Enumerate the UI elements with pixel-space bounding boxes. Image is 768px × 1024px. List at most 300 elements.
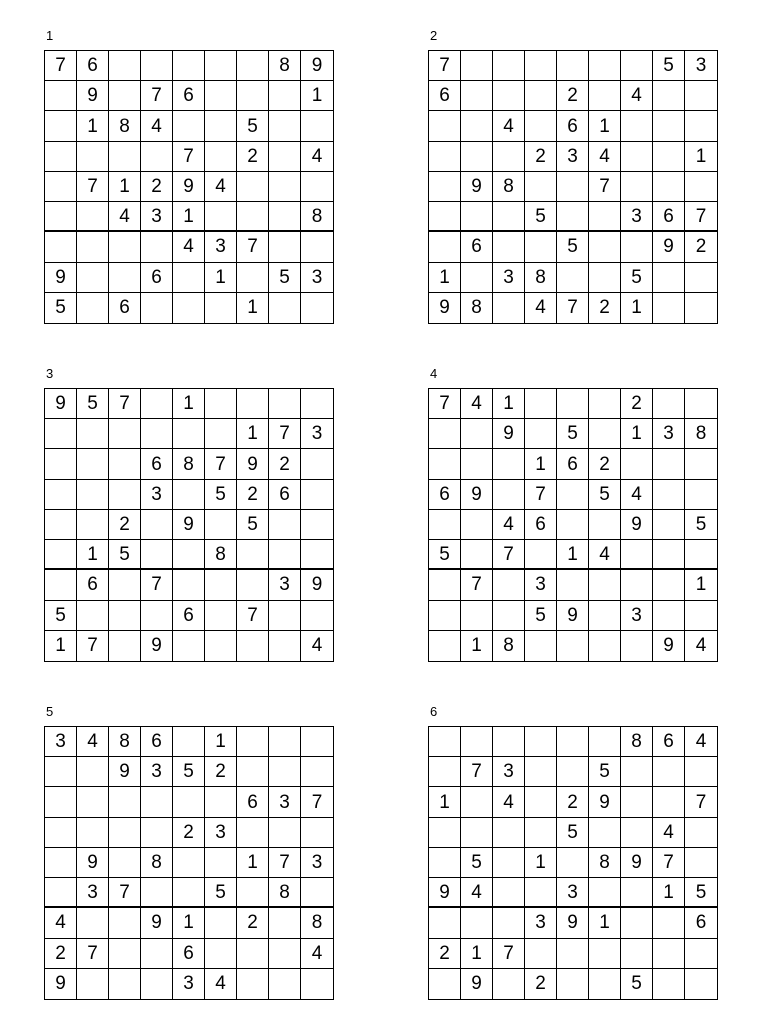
sudoku-cell: 9	[493, 419, 525, 449]
sudoku-cell: 4	[45, 908, 77, 938]
sudoku-cell: 5	[685, 510, 717, 540]
sudoku-cell: 8	[301, 908, 333, 938]
sudoku-cell: 4	[141, 111, 173, 141]
sudoku-cell	[685, 757, 717, 787]
sudoku-cell: 1	[173, 908, 205, 938]
sudoku-cell: 9	[301, 51, 333, 81]
sudoku-cell: 3	[269, 787, 301, 817]
sudoku-cell	[45, 232, 77, 262]
sudoku-cell	[429, 172, 461, 202]
sudoku-cell	[589, 51, 621, 81]
sudoku-cell: 3	[557, 878, 589, 908]
sudoku-cell: 6	[141, 449, 173, 479]
sudoku-cell	[301, 757, 333, 787]
sudoku-cell: 2	[685, 232, 717, 262]
sudoku-cell	[269, 969, 301, 999]
sudoku-cell	[653, 449, 685, 479]
sudoku-cell: 7	[173, 142, 205, 172]
sudoku-grid	[44, 726, 334, 1000]
sudoku-cell	[237, 570, 269, 600]
sudoku-cell: 6	[141, 727, 173, 757]
sudoku-cell	[141, 878, 173, 908]
sudoku-cell	[429, 449, 461, 479]
sudoku-cell	[589, 818, 621, 848]
sudoku-cell	[45, 449, 77, 479]
sudoku-cell: 3	[621, 601, 653, 631]
sudoku-cell	[301, 969, 333, 999]
sudoku-cell	[77, 232, 109, 262]
sudoku-cell	[461, 419, 493, 449]
sudoku-cell: 6	[173, 601, 205, 631]
sudoku-cell: 3	[525, 908, 557, 938]
sudoku-cell	[429, 111, 461, 141]
sudoku-cell: 6	[173, 939, 205, 969]
sudoku-cell	[685, 818, 717, 848]
sudoku-cell	[685, 601, 717, 631]
sudoku-cell	[429, 727, 461, 757]
sudoku-cell: 5	[685, 878, 717, 908]
sudoku-cell	[77, 818, 109, 848]
sudoku-cell	[77, 757, 109, 787]
sudoku-cell	[653, 510, 685, 540]
sudoku-cell	[141, 540, 173, 570]
sudoku-cell	[77, 787, 109, 817]
sudoku-cell	[205, 293, 237, 323]
sudoku-cell: 7	[493, 540, 525, 570]
sudoku-cell	[205, 939, 237, 969]
sudoku-cell	[493, 969, 525, 999]
sudoku-cell: 4	[493, 510, 525, 540]
sudoku-cell	[493, 202, 525, 232]
sudoku-cell	[269, 540, 301, 570]
sudoku-cell	[525, 540, 557, 570]
sudoku-cell	[493, 908, 525, 938]
sudoku-cell	[493, 480, 525, 510]
sudoku-cell: 2	[589, 293, 621, 323]
sudoku-cell	[493, 848, 525, 878]
sudoku-cell	[141, 510, 173, 540]
sudoku-cell	[173, 631, 205, 661]
sudoku-cell	[77, 510, 109, 540]
sudoku-cell	[173, 787, 205, 817]
sudoku-cell	[621, 818, 653, 848]
sudoku-cell	[237, 540, 269, 570]
sudoku-cell	[621, 142, 653, 172]
sudoku-cell: 7	[45, 51, 77, 81]
sudoku-cell: 7	[685, 787, 717, 817]
sudoku-cell	[525, 939, 557, 969]
sudoku-cell: 4	[205, 969, 237, 999]
sudoku-cell: 6	[685, 908, 717, 938]
sudoku-cell: 3	[301, 419, 333, 449]
sudoku-cell: 9	[589, 787, 621, 817]
sudoku-cell: 2	[141, 172, 173, 202]
sudoku-cell: 7	[77, 939, 109, 969]
sudoku-cell	[493, 232, 525, 262]
sudoku-cell: 2	[45, 939, 77, 969]
sudoku-cell	[237, 818, 269, 848]
sudoku-cell	[109, 480, 141, 510]
sudoku-cell	[525, 419, 557, 449]
sudoku-cell	[141, 601, 173, 631]
sudoku-cell	[429, 570, 461, 600]
sudoku-cell	[589, 727, 621, 757]
sudoku-cell: 5	[621, 263, 653, 293]
sudoku-cell: 1	[429, 787, 461, 817]
sudoku-cell: 7	[269, 848, 301, 878]
sudoku-cell	[237, 263, 269, 293]
sudoku-cell: 1	[493, 389, 525, 419]
sudoku-cell: 4	[653, 818, 685, 848]
sudoku-cell	[173, 419, 205, 449]
sudoku-cell	[109, 787, 141, 817]
sudoku-cell	[621, 111, 653, 141]
sudoku-cell: 2	[589, 449, 621, 479]
sudoku-cell	[461, 818, 493, 848]
sudoku-cell: 4	[311, 635, 323, 657]
sudoku-cell	[621, 787, 653, 817]
sudoku-cell	[301, 293, 333, 323]
sudoku-cell: 4	[589, 142, 621, 172]
sudoku-cell	[269, 232, 301, 262]
sudoku-cell	[269, 389, 301, 419]
sudoku-cell	[525, 389, 557, 419]
sudoku-cell	[557, 757, 589, 787]
sudoku-cell	[173, 540, 205, 570]
sudoku-cell	[429, 232, 461, 262]
sudoku-cell: 5	[205, 480, 237, 510]
sudoku-cell: 1	[589, 908, 621, 938]
sudoku-cell: 7	[493, 939, 525, 969]
sudoku-cell: 5	[237, 111, 269, 141]
sudoku-cell: 8	[269, 878, 301, 908]
sudoku-cell	[269, 601, 301, 631]
sudoku-cell	[45, 202, 77, 232]
sudoku-cell: 2	[237, 480, 269, 510]
sudoku-cell: 8	[589, 848, 621, 878]
sudoku-cell	[493, 81, 525, 111]
sudoku-cell: 9	[621, 510, 653, 540]
sudoku-cell	[205, 848, 237, 878]
sudoku-cell: 8	[173, 449, 205, 479]
sudoku-cell: 3	[269, 570, 301, 600]
sudoku-cell: 1	[621, 293, 653, 323]
sudoku-cell: 4	[173, 232, 205, 262]
sudoku-cell	[621, 908, 653, 938]
sudoku-cell	[685, 939, 717, 969]
sudoku-cell	[525, 81, 557, 111]
sudoku-cell	[109, 81, 141, 111]
sudoku-cell	[173, 878, 205, 908]
sudoku-cell	[205, 787, 237, 817]
sudoku-cell	[77, 293, 109, 323]
sudoku-cell	[109, 570, 141, 600]
sudoku-cell: 2	[109, 510, 141, 540]
sudoku-cell	[301, 878, 333, 908]
sudoku-cell	[461, 540, 493, 570]
sudoku-cell: 5	[557, 818, 589, 848]
sudoku-cell: 1	[685, 142, 717, 172]
sudoku-cell	[589, 939, 621, 969]
sudoku-cell: 8	[461, 293, 493, 323]
sudoku-cell: 6	[429, 480, 461, 510]
sudoku-cell	[461, 449, 493, 479]
sudoku-cell: 2	[269, 449, 301, 479]
sudoku-cell	[45, 848, 77, 878]
sudoku-cell: 6	[237, 787, 269, 817]
sudoku-cell: 4	[301, 142, 333, 172]
sudoku-cell: 4	[493, 787, 525, 817]
sudoku-cell: 1	[589, 111, 621, 141]
sudoku-cell	[525, 878, 557, 908]
sudoku-cell	[461, 81, 493, 111]
sudoku-cell	[525, 818, 557, 848]
sudoku-cell	[109, 601, 141, 631]
sudoku-cell: 8	[269, 51, 301, 81]
sudoku-cell: 7	[77, 631, 109, 661]
sudoku-cell: 2	[173, 818, 205, 848]
sudoku-cell	[45, 787, 77, 817]
sudoku-cell	[45, 757, 77, 787]
sudoku-cell	[109, 449, 141, 479]
sudoku-cell	[557, 389, 589, 419]
sudoku-cell	[269, 631, 301, 661]
sudoku-cell: 6	[77, 570, 109, 600]
sudoku-cell	[653, 570, 685, 600]
sudoku-cell: 1	[429, 263, 461, 293]
sudoku-cell	[237, 202, 269, 232]
sudoku-cell: 1	[173, 202, 205, 232]
sudoku-cell: 5	[429, 540, 461, 570]
sudoku-cell	[685, 969, 717, 999]
sudoku-cell: 6	[525, 510, 557, 540]
sudoku-cell	[525, 172, 557, 202]
sudoku-cell	[269, 908, 301, 938]
sudoku-cell: 5	[77, 389, 109, 419]
sudoku-cell	[45, 111, 77, 141]
sudoku-cell: 3	[77, 878, 109, 908]
sudoku-cell	[493, 293, 525, 323]
sudoku-cell	[589, 969, 621, 999]
sudoku-cell	[141, 787, 173, 817]
sudoku-cell	[45, 570, 77, 600]
sudoku-cell: 8	[525, 263, 557, 293]
sudoku-cell	[173, 263, 205, 293]
sudoku-cell	[429, 848, 461, 878]
sudoku-cell	[653, 480, 685, 510]
sudoku-cell	[205, 81, 237, 111]
sudoku-cell	[141, 419, 173, 449]
sudoku-cell	[557, 848, 589, 878]
sudoku-cell	[685, 389, 717, 419]
sudoku-cell	[461, 202, 493, 232]
sudoku-cell	[429, 202, 461, 232]
sudoku-cell: 3	[141, 202, 173, 232]
sudoku-cell: 9	[109, 757, 141, 787]
sudoku-cell	[429, 510, 461, 540]
sudoku-cell: 9	[429, 878, 461, 908]
sudoku-cell: 5	[45, 293, 77, 323]
sudoku-cell	[589, 81, 621, 111]
sudoku-cell: 1	[557, 540, 589, 570]
sudoku-cell	[557, 727, 589, 757]
sudoku-cell	[589, 631, 621, 661]
sudoku-cell	[429, 818, 461, 848]
sudoku-cell	[269, 293, 301, 323]
sudoku-cell: 7	[205, 449, 237, 479]
sudoku-cell	[109, 939, 141, 969]
sudoku-cell	[205, 142, 237, 172]
sudoku-cell	[45, 878, 77, 908]
sudoku-cell	[77, 480, 109, 510]
sudoku-cell	[557, 939, 589, 969]
sudoku-cell	[461, 263, 493, 293]
sudoku-cell: 1	[525, 848, 557, 878]
sudoku-cell	[237, 757, 269, 787]
sudoku-cell	[525, 787, 557, 817]
sudoku-cell	[237, 939, 269, 969]
sudoku-cell: 6	[109, 293, 141, 323]
sudoku-cell	[653, 389, 685, 419]
sudoku-cell	[109, 848, 141, 878]
sudoku-cell	[301, 540, 333, 570]
sudoku-grid	[44, 388, 334, 662]
sudoku-cell	[461, 51, 493, 81]
sudoku-cell	[205, 601, 237, 631]
sudoku-cell	[589, 570, 621, 600]
sudoku-cell	[653, 142, 685, 172]
puzzle-number: 3	[46, 366, 54, 381]
sudoku-cell	[173, 293, 205, 323]
puzzle-number: 5	[46, 704, 54, 719]
sudoku-cell	[301, 510, 333, 540]
sudoku-cell	[109, 818, 141, 848]
sudoku-cell	[141, 969, 173, 999]
sudoku-cell: 1	[77, 111, 109, 141]
sudoku-cell	[77, 419, 109, 449]
sudoku-cell: 8	[493, 631, 525, 661]
sudoku-cell: 8	[621, 727, 653, 757]
sudoku-cell: 9	[557, 908, 589, 938]
sudoku-cell: 1	[237, 848, 269, 878]
sudoku-cell: 3	[653, 419, 685, 449]
sudoku-cell	[205, 389, 237, 419]
sudoku-cell	[205, 51, 237, 81]
sudoku-cell	[173, 848, 205, 878]
sudoku-cell: 7	[525, 480, 557, 510]
sudoku-cell: 4	[461, 878, 493, 908]
sudoku-cell	[205, 570, 237, 600]
sudoku-cell: 4	[77, 727, 109, 757]
sudoku-cell	[141, 389, 173, 419]
sudoku-cell: 9	[45, 263, 77, 293]
sudoku-cell	[621, 232, 653, 262]
sudoku-cell: 5	[45, 601, 77, 631]
sudoku-cell	[589, 202, 621, 232]
sudoku-cell	[141, 142, 173, 172]
sudoku-cell: 9	[141, 631, 173, 661]
sudoku-cell	[301, 818, 333, 848]
sudoku-cell	[269, 939, 301, 969]
sudoku-cell	[269, 142, 301, 172]
sudoku-cell	[77, 601, 109, 631]
sudoku-cell: 3	[173, 969, 205, 999]
sudoku-cell	[685, 540, 717, 570]
sudoku-cell	[621, 540, 653, 570]
sudoku-cell: 3	[141, 480, 173, 510]
sudoku-cell: 8	[685, 419, 717, 449]
sudoku-cell: 1	[621, 419, 653, 449]
sudoku-cell	[621, 757, 653, 787]
sudoku-cell	[301, 232, 333, 262]
sudoku-cell	[557, 510, 589, 540]
sudoku-cell	[685, 111, 717, 141]
sudoku-cell: 7	[301, 787, 333, 817]
sudoku-cell	[269, 81, 301, 111]
sudoku-cell	[493, 601, 525, 631]
sudoku-cell	[173, 570, 205, 600]
sudoku-cell	[269, 202, 301, 232]
sudoku-cell: 1	[237, 293, 269, 323]
sudoku-cell: 8	[109, 111, 141, 141]
sudoku-cell: 3	[301, 848, 333, 878]
sudoku-cell	[205, 202, 237, 232]
sudoku-cell	[589, 601, 621, 631]
sudoku-cell: 5	[589, 480, 621, 510]
sudoku-cell: 6	[653, 727, 685, 757]
sudoku-cell: 7	[109, 389, 141, 419]
sudoku-cell: 5	[557, 419, 589, 449]
sudoku-cell	[237, 172, 269, 202]
sudoku-cell	[269, 510, 301, 540]
sudoku-cell	[557, 263, 589, 293]
sudoku-cell	[557, 172, 589, 202]
sudoku-cell	[653, 172, 685, 202]
sudoku-cell	[429, 757, 461, 787]
sudoku-cell	[205, 908, 237, 938]
sudoku-cell	[589, 263, 621, 293]
sudoku-cell	[301, 727, 333, 757]
sudoku-cell: 1	[77, 540, 109, 570]
sudoku-cell	[493, 878, 525, 908]
sudoku-cell: 1	[45, 631, 77, 661]
sudoku-cell: 4	[525, 293, 557, 323]
sudoku-cell	[109, 419, 141, 449]
sudoku-cell: 5	[621, 969, 653, 999]
sudoku-cell: 1	[205, 263, 237, 293]
sudoku-cell	[557, 480, 589, 510]
sudoku-cell	[653, 601, 685, 631]
puzzle-number: 1	[46, 28, 54, 43]
sudoku-cell: 9	[141, 908, 173, 938]
sudoku-cell	[109, 969, 141, 999]
sudoku-cell	[685, 848, 717, 878]
sudoku-cell: 7	[461, 757, 493, 787]
sudoku-cell	[301, 449, 333, 479]
sudoku-cell	[173, 480, 205, 510]
sudoku-cell	[269, 818, 301, 848]
sudoku-cell: 5	[109, 540, 141, 570]
sudoku-cell	[461, 727, 493, 757]
sudoku-cell: 1	[653, 878, 685, 908]
sudoku-cell	[493, 142, 525, 172]
sudoku-cell: 6	[269, 480, 301, 510]
sudoku-cell	[525, 757, 557, 787]
sudoku-cell	[141, 51, 173, 81]
sudoku-grid	[44, 50, 334, 324]
sudoku-cell: 3	[205, 818, 237, 848]
sudoku-cell	[589, 232, 621, 262]
